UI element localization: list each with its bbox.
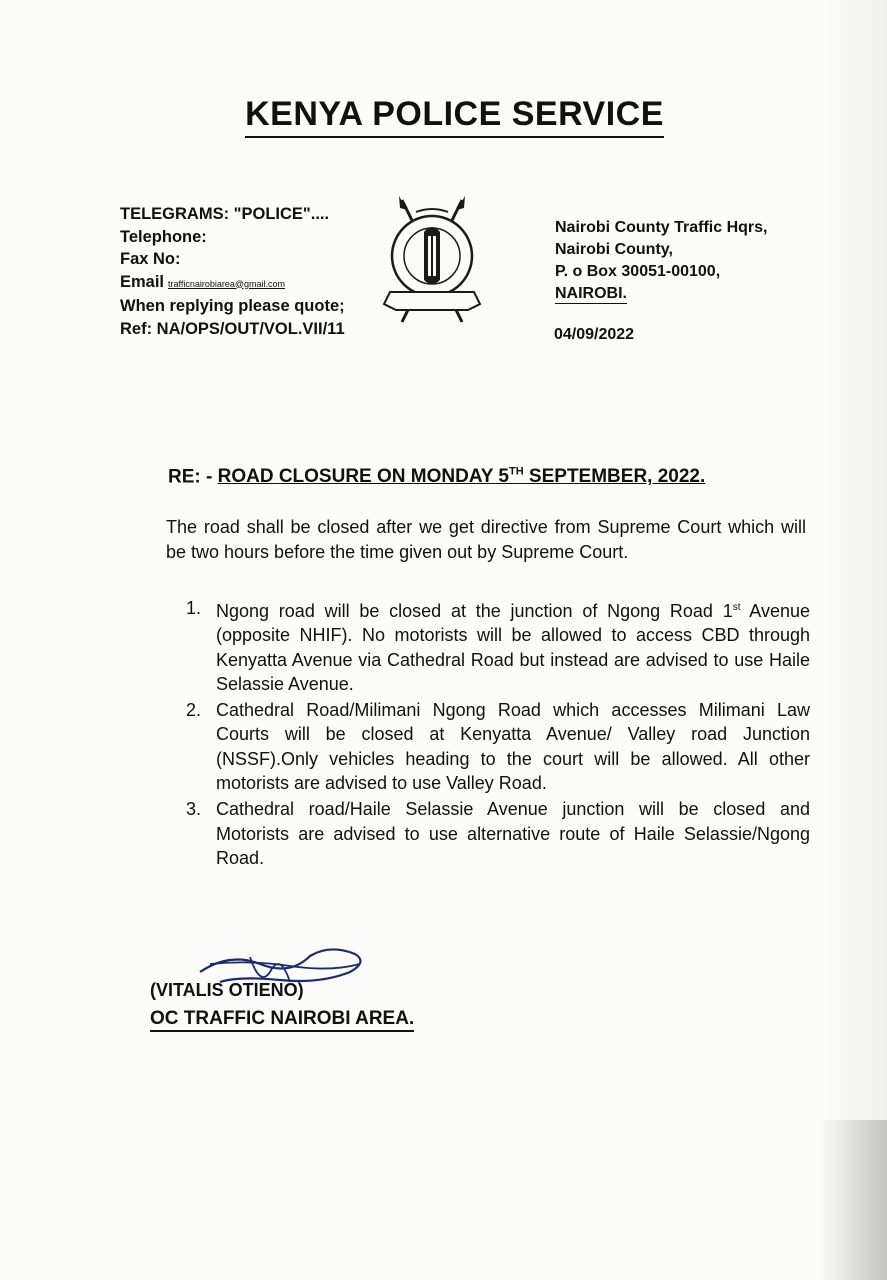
list-text <box>216 601 810 694</box>
telephone-line: Telephone: <box>120 227 207 246</box>
reference-line: Ref: NA/OPS/OUT/VOL.VII/11 <box>120 319 345 338</box>
list-number: 1. <box>186 598 202 618</box>
list-text: Cathedral road/Haile Selassie Avenue junction will be closed and Motorists are advised to use alternative route of Haile Selassie/Ngong Road. <box>216 799 810 868</box>
email-value[interactable]: trafficnairobiarea@gmail.com <box>168 278 286 289</box>
police-crest-emblem <box>372 192 492 332</box>
page-corner-shadow <box>817 1120 887 1280</box>
list-text-start: Ngong road will be closed at the junction of Ngong Road 1 <box>216 601 733 621</box>
list-item <box>186 797 810 870</box>
address-block <box>555 217 767 305</box>
list-number: 2. <box>186 700 202 721</box>
subject-line <box>168 466 705 488</box>
list-item <box>186 698 810 795</box>
email-label: Email <box>120 272 165 291</box>
list-text-end: Avenue (opposite NHIF). No motorists will be allowed to access CBD through Kenyatta Avenue via Cathedral Road but instead are advised to use Haile Selassie Avenue. <box>216 601 810 694</box>
subject-heading <box>218 466 706 487</box>
letterhead-title <box>0 95 887 138</box>
subject-text-end: SEPTEMBER, 2022. <box>523 466 706 488</box>
intro-paragraph: The road shall be closed after we get directive from Supreme Court which will be two hours before the time given out by Supreme Court. <box>166 517 806 562</box>
signatory-name: (VITALIS OTIENO) <box>150 980 304 1000</box>
fax-line: Fax No: <box>120 250 181 268</box>
email-line <box>120 271 345 296</box>
contact-block <box>120 203 345 340</box>
list-item <box>186 596 810 696</box>
list-number: 3. <box>186 799 202 820</box>
subject-ordinal: TH <box>508 466 524 478</box>
title-text: KENYA POLICE SERVICE <box>245 95 664 138</box>
address-city: NAIROBI. <box>555 285 627 302</box>
page-edge-shadow <box>827 0 887 1280</box>
list-text: Cathedral Road/Milimani Ngong Road which accesses Milimani Law Courts will be closed at Kenyatta Avenue/ Valley road Junction (NSSF).Only vehicles heading to the court will be allowed. All other motorists are advised to use Valley Road. <box>216 700 810 794</box>
signatory-title: OC TRAFFIC NAIROBI AREA. <box>150 1008 414 1032</box>
replying-line: When replying please quote; <box>120 297 345 315</box>
letter-date: 04/09/2022 <box>554 326 635 343</box>
telegrams-line: TELEGRAMS: "POLICE".... <box>120 205 330 223</box>
subject-text-start: ROAD CLOSURE ON MONDAY 5 <box>217 466 509 488</box>
address-line-1: Nairobi County Traffic Hqrs, <box>555 219 768 236</box>
address-line-2: Nairobi County, <box>555 241 673 258</box>
address-line-3: P. o Box 30051-00100, <box>555 263 721 280</box>
closure-list <box>186 596 810 872</box>
subject-prefix: RE: - <box>168 466 218 488</box>
list-ordinal: st <box>732 602 741 613</box>
